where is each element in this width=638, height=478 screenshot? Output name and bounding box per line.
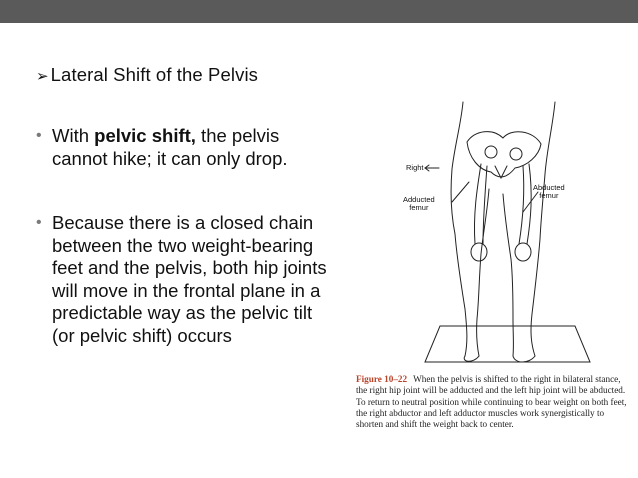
bullet-closed-chain [36,212,336,347]
heading-text: Lateral Shift of the Pelvis [50,64,259,85]
label-adducted-femur: Adducted femur [403,195,435,212]
bullet-pelvic-shift [36,125,336,170]
figure-caption-text: When the pelvis is shifted to the right in bilateral stance, the right hip joint will be adducted and the left hip joint will be abducted. To return to neutral position while continuing to bear weight on both feet, the right abductor and left adductor muscles work synergistically to shorten and shift the weight back to center. [356,374,627,430]
arrow-bullet-icon: ➢ [36,68,49,85]
label-abducted-femur: Abducted femur [533,183,565,200]
bullet-bold-term: pelvic shift, [94,125,196,146]
figure-caption [356,374,628,430]
bullet-dot-icon: • [36,127,42,144]
bullet-dot-icon: • [36,214,42,231]
bullet-rest: the pelvis cannot hike; it can only drop. [52,125,288,169]
slide-heading [36,64,258,86]
bullet-text: Because there is a closed chain between the two weight-bearing feet and the pelvis, both hip joints will move in the frontal plane in a predictable way as the pelvic tilt (or pelvic shift) occurs [52,212,327,346]
label-right: Right [406,163,424,172]
figure-number: Figure 10–22 [356,374,408,384]
pelvic-shift-illustration [395,94,595,369]
bullet-text [52,125,336,170]
bullet-prefix: With [52,125,95,146]
top-bar [0,0,638,23]
legs-drawing [395,94,595,369]
